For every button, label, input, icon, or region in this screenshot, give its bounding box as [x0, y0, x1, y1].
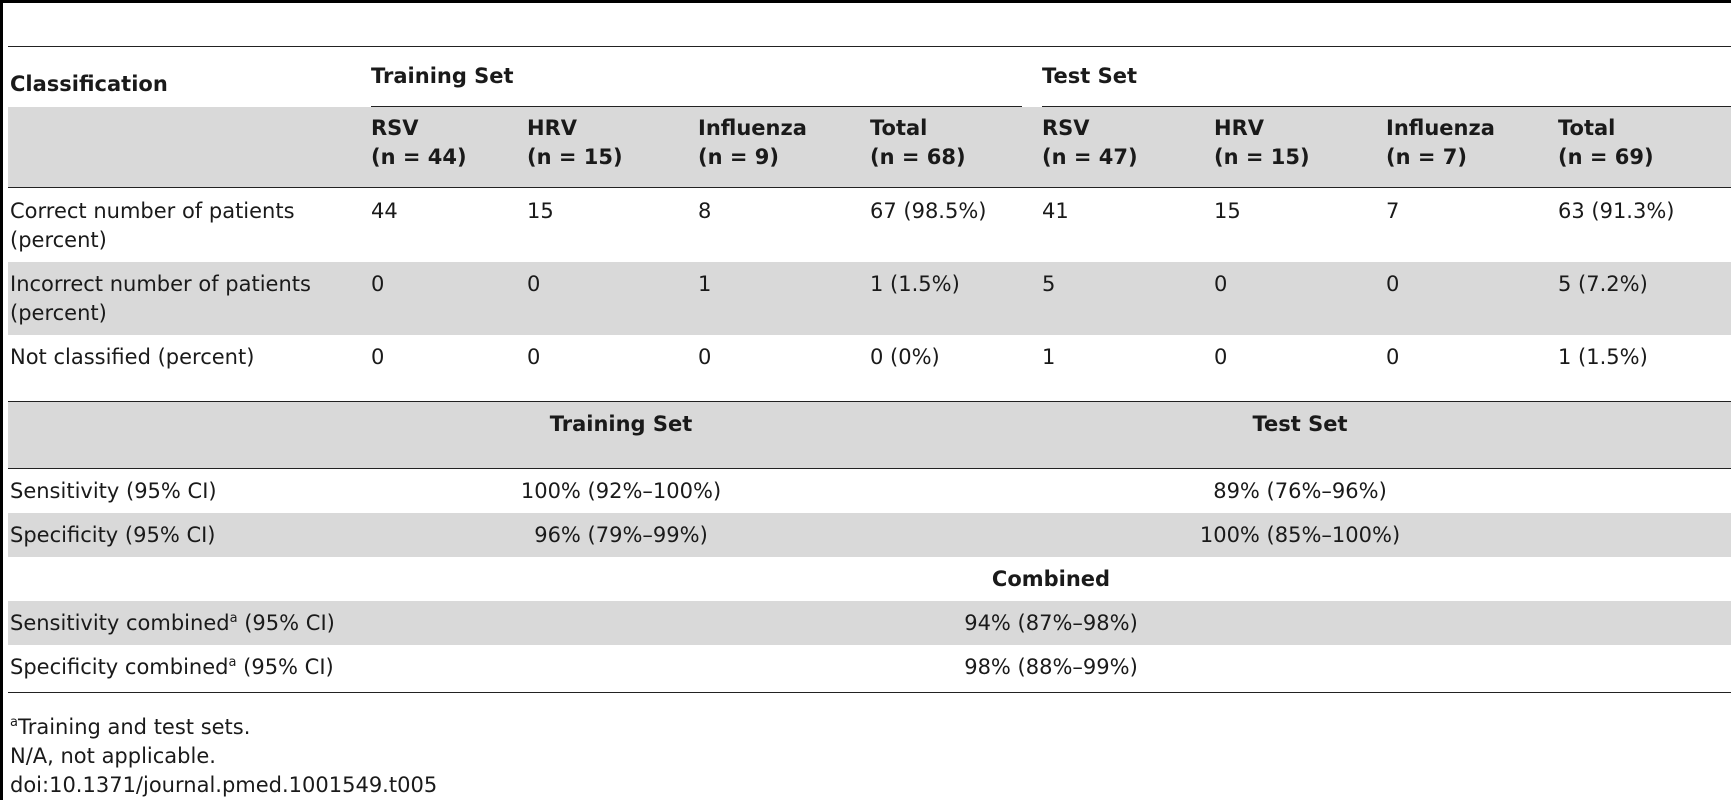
- header-classification: Classification: [10, 72, 168, 96]
- table-top-rule: [8, 46, 1731, 47]
- cell: 67 (98.5%): [870, 199, 987, 223]
- col-header-n: (n = 44): [371, 145, 467, 169]
- row-label-cont: (percent): [10, 228, 107, 252]
- col-header-n: (n = 15): [527, 145, 623, 169]
- footnote-mark: a: [228, 655, 237, 670]
- cell: 1: [698, 272, 712, 296]
- col-header-name: Influenza: [1386, 116, 1495, 140]
- col-header-n: (n = 7): [1386, 145, 1467, 169]
- cell: 0: [527, 345, 541, 369]
- footnote-mark: a: [229, 611, 238, 626]
- row-label: Sensitivity (95% CI): [10, 479, 217, 503]
- cell: 0: [698, 345, 712, 369]
- cell: 0: [1386, 272, 1400, 296]
- doi-link[interactable]: doi:10.1371/journal.pmed.1001549.t005: [10, 773, 438, 797]
- left-border: [0, 0, 3, 800]
- cell: 96% (79%–99%): [534, 523, 708, 547]
- cell: 89% (76%–96%): [1213, 479, 1387, 503]
- col-header-name: RSV: [1042, 116, 1090, 140]
- col-header-name: Influenza: [698, 116, 807, 140]
- col-header-n: (n = 47): [1042, 145, 1138, 169]
- summary-test-header: Test Set: [1252, 412, 1348, 436]
- row-band: [8, 513, 1731, 557]
- col-header-name: HRV: [1214, 116, 1264, 140]
- label-suffix: (95% CI): [244, 611, 335, 635]
- col-header-n: (n = 68): [870, 145, 966, 169]
- cell: 0 (0%): [870, 345, 940, 369]
- label-text: Specificity combined: [10, 655, 229, 679]
- cell: 94% (87%–98%): [964, 611, 1138, 635]
- cell: 0: [371, 345, 385, 369]
- cell: 0: [1386, 345, 1400, 369]
- cell: 0: [371, 272, 385, 296]
- col-header-name: RSV: [371, 116, 419, 140]
- col-header-n: (n = 9): [698, 145, 779, 169]
- table-bottom-rule: [8, 692, 1731, 693]
- label-suffix: (95% CI): [243, 655, 334, 679]
- col-header-name: Total: [870, 116, 928, 140]
- cell: 5: [1042, 272, 1056, 296]
- col-header-name: Total: [1558, 116, 1616, 140]
- cell: 5 (7.2%): [1558, 272, 1648, 296]
- col-header-n: (n = 69): [1558, 145, 1654, 169]
- summary-header-rule: [8, 468, 1731, 469]
- cell: 1 (1.5%): [1558, 345, 1648, 369]
- row-label: [10, 653, 334, 682]
- summary-header-band: [8, 402, 1731, 468]
- cell: 1: [1042, 345, 1056, 369]
- cell: 98% (88%–99%): [964, 655, 1138, 679]
- cell: 0: [527, 272, 541, 296]
- row-label: Correct number of patients: [10, 199, 295, 223]
- row-label: Incorrect number of patients: [10, 272, 311, 296]
- summary-training-header: Training Set: [549, 412, 693, 436]
- combined-header: Combined: [991, 567, 1111, 591]
- header-training-set: Training Set: [371, 64, 514, 88]
- top-border: [0, 0, 1731, 3]
- cell: 0: [1214, 272, 1228, 296]
- cell: 100% (92%–100%): [520, 479, 722, 503]
- cell: 7: [1386, 199, 1400, 223]
- row-label: [10, 609, 335, 638]
- footnote-mark: a: [10, 715, 18, 730]
- col-header-name: HRV: [527, 116, 577, 140]
- cell: 15: [1214, 199, 1241, 223]
- row-label-cont: (percent): [10, 301, 107, 325]
- footnote-a: [10, 713, 250, 742]
- cell: 63 (91.3%): [1558, 199, 1675, 223]
- cell: 100% (85%–100%): [1199, 523, 1401, 547]
- row-label: Specificity (95% CI): [10, 523, 216, 547]
- cell: 8: [698, 199, 712, 223]
- row-label: Not classified (percent): [10, 345, 255, 369]
- header-bottom-rule: [8, 187, 1731, 188]
- col-header-n: (n = 15): [1214, 145, 1310, 169]
- cell: 15: [527, 199, 554, 223]
- label-text: Sensitivity combined: [10, 611, 230, 635]
- footnote-na: N/A, not applicable.: [10, 744, 216, 768]
- cell: 1 (1.5%): [870, 272, 960, 296]
- header-test-set: Test Set: [1042, 64, 1138, 88]
- cell: 41: [1042, 199, 1069, 223]
- cell: 0: [1214, 345, 1228, 369]
- cell: 44: [371, 199, 398, 223]
- footnote-text: Training and test sets.: [17, 715, 251, 739]
